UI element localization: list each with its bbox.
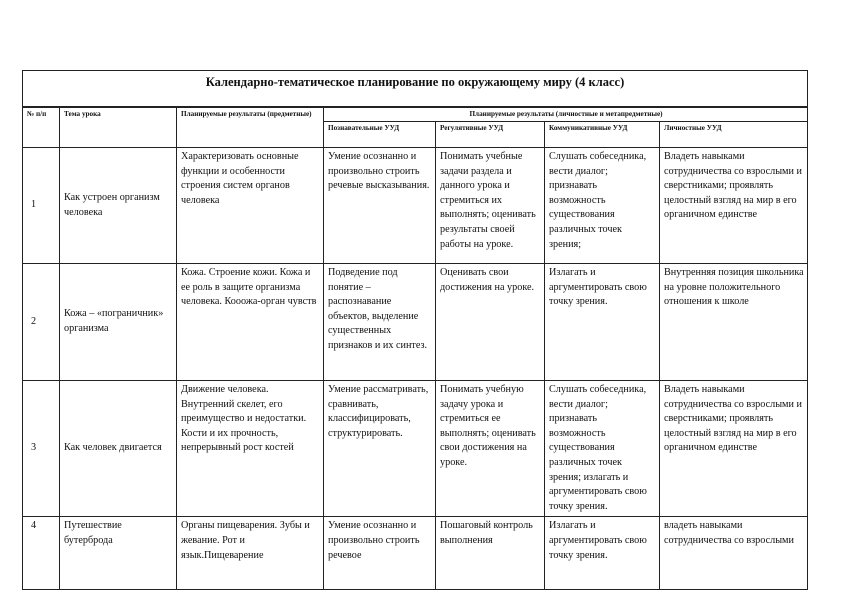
table-row <box>23 517 809 590</box>
row-num: 1 <box>23 148 60 264</box>
header-subject: Планируемые результаты (предметные) <box>177 108 324 148</box>
row-cognitive: Подведение под понятие – распознавание объектов, выделение существенных признаков и их синтез. <box>324 264 436 381</box>
row-personal: Внутренняя позиция школьника на уровне положительного отношения к школе <box>660 264 809 381</box>
row-cognitive: Умение осознанно и произвольно строить речевое <box>324 517 436 590</box>
row-subject: Характеризовать основные функции и особенности строения систем органов человека <box>177 148 324 264</box>
table-row <box>23 264 809 381</box>
row-personal: Владеть навыками сотрудничества со взрослыми и сверстниками; проявлять целостный взгляд на мир в его органичном единстве <box>660 148 809 264</box>
row-personal: Владеть навыками сотрудничества со взрослыми и сверстниками; проявлять целостный взгляд на мир в его органичном единстве <box>660 381 809 517</box>
row-cognitive: Умение осознанно и произвольно строить речевые высказывания. <box>324 148 436 264</box>
header-communicative: Коммуникативные УУД <box>545 122 660 148</box>
row-regulatory: Оценивать свои достижения на уроке. <box>436 264 545 381</box>
row-communicative: Излагать и аргументировать свою точку зрения. <box>545 517 660 590</box>
row-topic: Путешествие бутерброда <box>60 517 177 590</box>
row-regulatory: Понимать учебные задачи раздела и данного урока и стремиться их выполнять; оценивать результаты своей работы на уроке. <box>436 148 545 264</box>
row-subject: Органы пищеварения. Зубы и жевание. Рот и язык.Пищеварение <box>177 517 324 590</box>
header-regulatory: Регулятивные УУД <box>436 122 545 148</box>
row-regulatory: Пошаговый контроль выполнения <box>436 517 545 590</box>
row-num: 4 <box>23 517 60 590</box>
row-personal: владеть навыками сотрудничества со взрослыми <box>660 517 809 590</box>
row-topic: Как человек двигается <box>60 381 177 517</box>
row-num: 3 <box>23 381 60 517</box>
header-personal: Личностные УУД <box>660 122 809 148</box>
table-row <box>23 381 809 517</box>
header-num: № п/п <box>23 108 60 148</box>
row-communicative: Слушать собеседника, вести диалог; признавать возможность существования различных точек зрения; <box>545 148 660 264</box>
row-topic: Как устроен организм человека <box>60 148 177 264</box>
header-topic: Тема урока <box>60 108 177 148</box>
row-communicative: Излагать и аргументировать свою точку зрения. <box>545 264 660 381</box>
header-cognitive: Познавательные УУД <box>324 122 436 148</box>
row-subject: Движение человека. Внутренний скелет, его преимущество и недостатки. Кости и их прочность, непрерывный рост костей <box>177 381 324 517</box>
document-frame <box>22 70 808 590</box>
row-cognitive: Умение рассматривать, сравнивать, классифицировать, структурировать. <box>324 381 436 517</box>
table-row <box>23 148 809 264</box>
planning-table <box>22 107 808 590</box>
row-subject: Кожа. Строение кожи. Кожа и ее роль в защите организма человека. Кооожа-орган чувств <box>177 264 324 381</box>
header-group: Планируемые результаты (личностные и метапредметные) <box>324 108 809 122</box>
document-title: Календарно-тематическое планирование по окружающему миру (4 класс) <box>23 71 807 107</box>
row-num: 2 <box>23 264 60 381</box>
row-communicative: Слушать собеседника, вести диалог; признавать возможность существования различных точек зрения; излагать и аргументировать свою точку зрения. <box>545 381 660 517</box>
row-topic: Кожа – «пограничник» организма <box>60 264 177 381</box>
row-regulatory: Понимать учебную задачу урока и стремиться ее выполнять; оценивать свои достижения на уроке. <box>436 381 545 517</box>
header-row-1 <box>23 108 809 122</box>
